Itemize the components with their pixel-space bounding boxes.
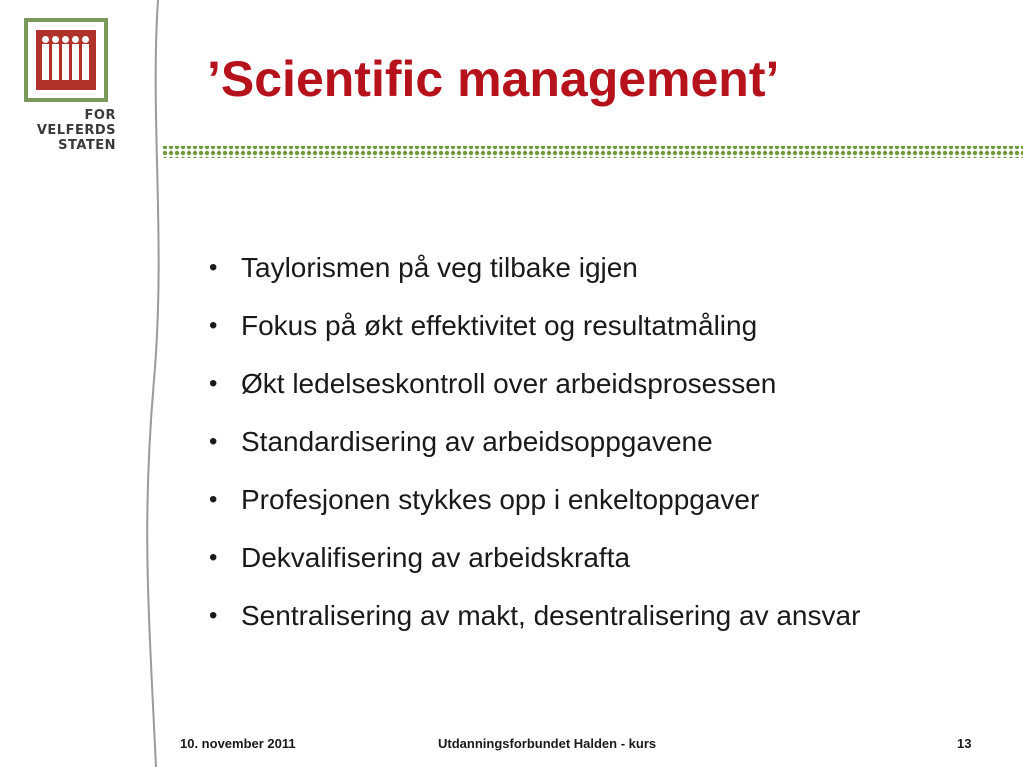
- bullet-text: Taylorismen på veg tilbake igjen: [241, 252, 638, 283]
- bullet-item: [207, 480, 1017, 538]
- logo: [24, 18, 116, 168]
- logo-people-icon: [36, 30, 96, 90]
- bullet-list: [207, 248, 1017, 654]
- bullet-dot: •: [209, 312, 218, 339]
- bullet-dot: •: [209, 544, 218, 571]
- person-icon: [42, 44, 49, 80]
- bullet-text: Fokus på økt effektivitet og resultatmåling: [241, 310, 758, 341]
- dotted-separator: [162, 144, 1023, 160]
- logo-line-1: FOR: [84, 108, 116, 123]
- logo-line-2: VELFERDS: [36, 123, 116, 138]
- bullet-dot: •: [209, 486, 218, 513]
- bullet-dot: •: [209, 370, 218, 397]
- bullet-dot: •: [209, 254, 218, 281]
- bullet-text: Standardisering av arbeidsoppgavene: [241, 426, 713, 457]
- person-icon: [62, 44, 69, 80]
- bullet-text: Økt ledelseskontroll over arbeidsprosessen: [241, 368, 777, 399]
- bullet-dot: •: [209, 602, 218, 629]
- logo-line-3: STATEN: [58, 138, 116, 153]
- bullet-dot: •: [209, 428, 218, 455]
- page-number: 13: [957, 736, 972, 751]
- person-icon: [82, 44, 89, 80]
- bullet-text: Profesjonen stykkes opp i enkeltoppgaver: [241, 484, 760, 515]
- bullet-item: [207, 422, 1017, 480]
- bullet-item: [207, 596, 1017, 654]
- person-icon: [52, 44, 59, 80]
- bullet-item: [207, 248, 1017, 306]
- bullet-item: [207, 538, 1017, 596]
- footer-presenter: Utdanningsforbundet Halden - kurs: [438, 736, 657, 751]
- footer-date: 10. november 2011: [180, 736, 296, 751]
- logo-frame: [24, 18, 108, 102]
- bullet-item: [207, 364, 1017, 422]
- slide-title: ’Scientific management’: [207, 51, 780, 107]
- bullet-text: Dekvalifisering av arbeidskrafta: [241, 542, 631, 573]
- bullet-text: Sentralisering av makt, desentralisering av ansvar: [241, 600, 861, 631]
- side-divider-line: [140, 0, 170, 767]
- bullet-item: [207, 306, 1017, 364]
- person-icon: [72, 44, 79, 80]
- logo-text: [24, 108, 116, 153]
